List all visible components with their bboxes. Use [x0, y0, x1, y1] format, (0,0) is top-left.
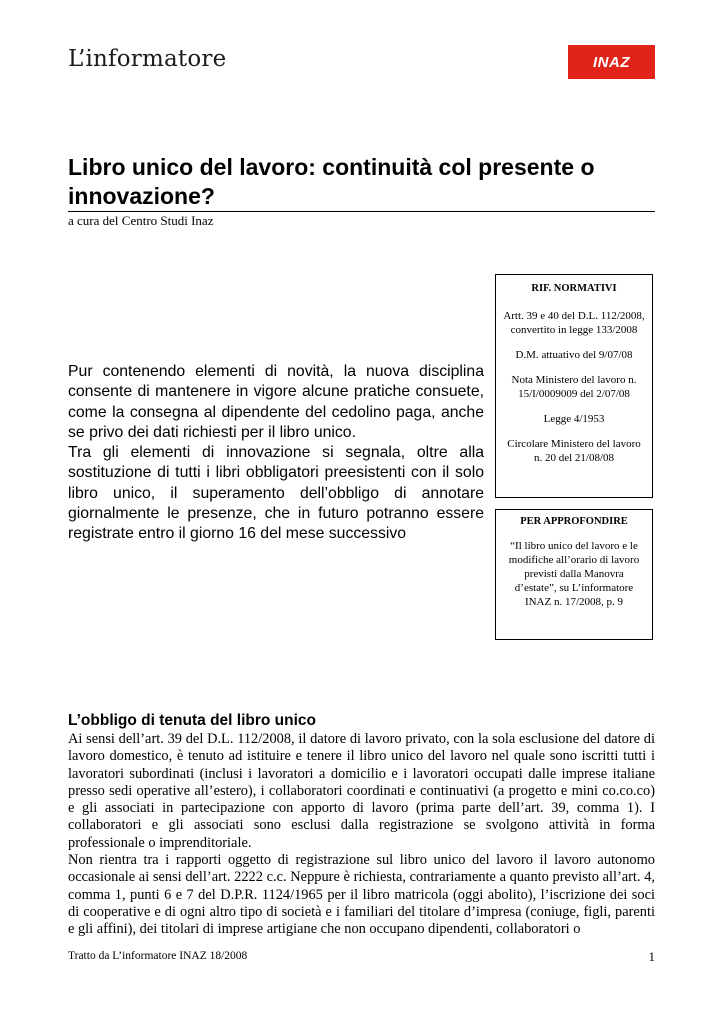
logo-text: INAZ: [593, 53, 630, 71]
rif-item: Circolare Ministero del lavoro n. 20 del 21/08/08: [507, 438, 641, 464]
publication-masthead: [68, 46, 238, 82]
article-body: [68, 731, 655, 939]
section-heading: L’obbligo di tenuta del libro unico: [68, 712, 316, 729]
rif-normativi-box: [495, 274, 653, 498]
per-approfondire-box: [495, 509, 653, 640]
footer-source: Tratto da L’informatore INAZ 18/2008: [68, 950, 248, 962]
page-number: 1: [648, 949, 655, 964]
body-paragraph: Ai sensi dell’art. 39 del D.L. 112/2008, il datore di lavoro privato, con la sola esclusione del datore di lavoro domestico, è tenuto ad istituire e tenere il libro unico del lavoro nel quale sono iscritti tutti i lavoratori subordinati (inclusi i lavoratori a domicilio e i lavoratori occupati dalle imprese italiane presso sedi operative all’estero), i collaboratori coordinati e continuativi (a progetto e mini co.co.co) e gli associati in partecipazione con apporto di lavoro (prima parte dell’art. 39, comma 1). I collaboratori e gli associati sono esclusi dalla registrazione se svolgono attività in forma professionale o imprenditoriale.: [68, 731, 655, 851]
article-title: Libro unico del lavoro: continuità col presente o innovazione?: [68, 154, 595, 209]
rif-item: Artt. 39 e 40 del D.L. 112/2008, convertito in legge 133/2008: [503, 310, 645, 336]
per-approfondire-text: “Il libro unico del lavoro e le modifiche all’orario di lavoro previsti dalla Manovra d’estate”, su L’informatore INAZ n. 17/2008, p. 9: [508, 540, 640, 608]
rif-item: D.M. attuativo del 9/07/08: [515, 349, 633, 361]
article-byline: a cura del Centro Studi Inaz: [68, 213, 214, 228]
rif-item: Nota Ministero del lavoro n. 15/I/0009009 del 2/07/08: [511, 374, 637, 400]
rif-normativi-title: RIF. NORMATIVI: [531, 283, 617, 294]
body-paragraph: Non rientra tra i rapporti oggetto di registrazione sul libro unico del lavoro il lavoro autonomo occasionale ai sensi dell’art. 2222 c.c. Neppure è richiesta, contrariamente a quanto previsto all’art. 4, comma 1, punti 6 e 7 del D.P.R. 1124/1965 per il libro matricola (oggi abolito), l’iscrizione dei soci di cooperative e di ogni altro tipo di società e i familiari del titolare d’impresa (coniuge, figli, parenti e gli affini), dei titolari di imprese artigiane che non occupano dipendenti, collaboratori o: [68, 852, 655, 938]
abstract-paragraph: Pur contenendo elementi di novità, la nuova disciplina consente di mantenere in vigore alcune pratiche consuete, come la consegna al dipendente del cedolino paga, anche se privo dei dati richiesti per il libro unico.: [68, 363, 484, 441]
inaz-logo: [568, 45, 655, 79]
article-abstract: [68, 362, 484, 545]
abstract-paragraph: Tra gli elementi di innovazione si segnala, oltre alla sostituzione di tutti i libri obbligatori preesistenti con il solo libro unico, il superamento dell’obbligo di annotare giornalmente le presenze, che in futuro potranno essere registrate entro il giorno 16 del mese successivo: [68, 444, 484, 543]
per-approfondire-title: PER APPROFONDIRE: [520, 516, 628, 527]
title-divider: [68, 211, 655, 212]
publication-name: L’informatore: [68, 46, 227, 72]
rif-item: Legge 4/1953: [543, 413, 605, 425]
